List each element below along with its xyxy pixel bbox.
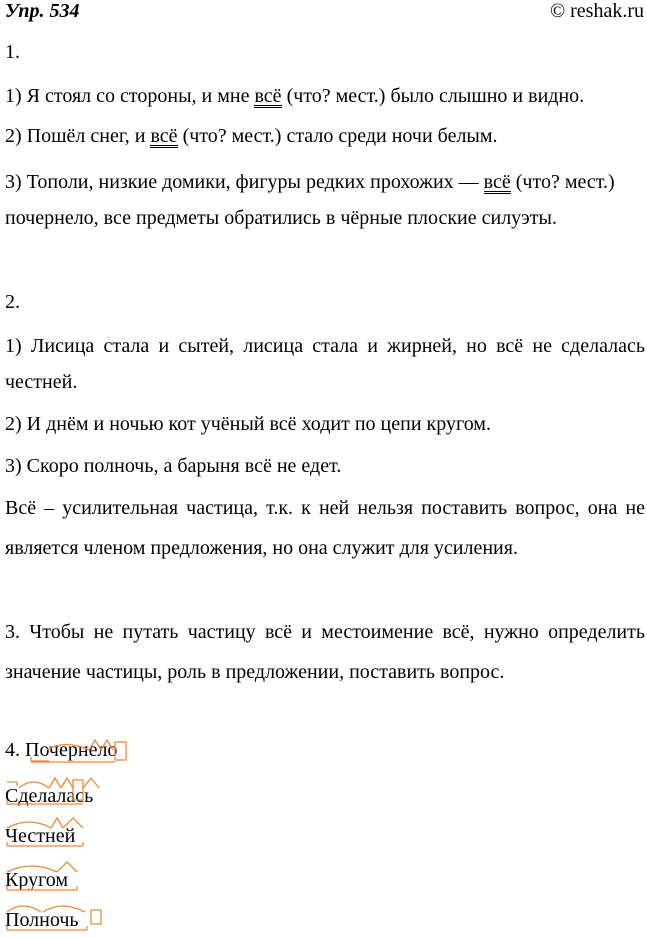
sentence-text: 3) Тополи, низкие домики, фигуры редких прохожих — bbox=[5, 171, 484, 193]
subject-word: всё bbox=[150, 125, 178, 147]
section-3-text-continued: значение частицы, роль в предложении, поставить вопрос. bbox=[5, 661, 505, 683]
section-1-sentence-1 bbox=[5, 84, 584, 108]
section-2-explanation: Всё – усилительная частица, т.к. к ней нельзя поставить вопрос, она не bbox=[5, 497, 645, 519]
section-3-text: 3. Чтобы не путать частицу всё и местоимение всё, нужно определить bbox=[5, 621, 645, 643]
site-copyright: © reshak.ru bbox=[549, 0, 644, 22]
section-4-number: 4. bbox=[5, 739, 25, 761]
section-2-sentence-1: 1) Лисица стала и сытей, лисица стала и жирней, но всё не сделалась bbox=[5, 335, 645, 357]
section-2-number: 2. bbox=[5, 291, 20, 313]
word-text: Почернело bbox=[25, 739, 118, 761]
section-1-number: 1. bbox=[5, 41, 20, 63]
sentence-text: 2) Пошёл снег, и bbox=[5, 125, 151, 147]
morph-word-krugom bbox=[5, 868, 68, 892]
word-text: Полночь bbox=[5, 909, 79, 931]
sentence-text: 1) Я стоял со стороны, и мне bbox=[5, 85, 255, 107]
section-1-sentence-2 bbox=[5, 124, 498, 148]
section-2-sentence-3: 3) Скоро полночь, а барыня всё не едет. bbox=[5, 455, 342, 477]
sentence-text: (что? мест.) стало среди ночи белым. bbox=[177, 125, 498, 147]
section-2-explanation-continued: является членом предложения, но она служит для усиления. bbox=[5, 537, 518, 559]
morph-word-sdelalas bbox=[5, 784, 93, 808]
sentence-text: (что? мест.) было слышно и видно. bbox=[281, 85, 585, 107]
sentence-text: (что? мест.) bbox=[510, 171, 615, 193]
morph-word-chestney bbox=[5, 824, 75, 848]
morph-word-pochernelo bbox=[5, 738, 117, 762]
word-text: Сделалась bbox=[5, 785, 94, 807]
section-2-sentence-1-continued: честней. bbox=[5, 371, 78, 393]
morph-word-polnoch bbox=[5, 908, 79, 932]
section-2-sentence-2: 2) И днём и ночью кот учёный всё ходит по цепи кругом. bbox=[5, 413, 491, 435]
word-text: Кругом bbox=[5, 869, 69, 891]
subject-word: всё bbox=[483, 171, 511, 193]
section-1-sentence-3-continued: почернело, все предметы обратились в чёрные плоские силуэты. bbox=[5, 207, 557, 229]
section-1-sentence-3 bbox=[5, 170, 615, 194]
exercise-title: Упр. 534 bbox=[5, 0, 80, 22]
word-text: Честней bbox=[5, 825, 76, 847]
subject-word: всё bbox=[254, 85, 282, 107]
